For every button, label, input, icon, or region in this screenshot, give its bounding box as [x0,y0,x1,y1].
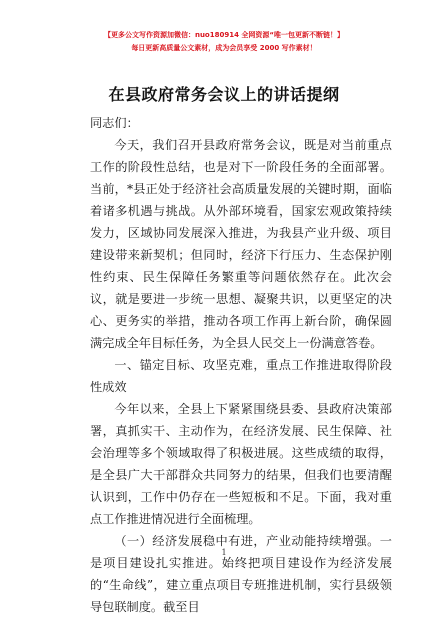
document-body [90,112,392,618]
section-heading: 一、锚定目标、攻坚克难，重点工作推进取得阶段性成效 [90,358,392,394]
greeting: 同志们： [90,116,139,130]
promo-banner-line-1: 【更多公文写作资源加微信：nuo180914 全网资源“唯一包更新不断链！】 [103,31,345,39]
intro-paragraph: 今天，我们召开县政府常务会议，既是对当前重点工作的阶段性总结，也是对下一阶段任务的全面部署。当前，*县正处于经济社会高质量发展的关键时期，面临着诸多机遇与挑战。从外部环境看，国家宏观政策持续发力，区域协同发展深入推进，为我县产业升级、项目建设带来新契机；但同时，经济下行压力、生态保护刚性约束、民生保障任务繁重等问题依然存在。此次会议，就是要进一步统一思想、凝聚共识，以更坚定的决心、更务实的举措，推动各项工作再上新台阶，确保圆满完成全年目标任务，为全县人民交上一份满意答卷。 [90,138,392,350]
section-paragraph: 今年以来，全县上下紧紧围绕县委、县政府决策部署，真抓实干、主动作为，在经济发展、民生保障、社会治理等多个领域取得了积极进展。这些成绩的取得，是全县广大干部群众共同努力的结果，但我们也要清醒认识到，工作中仍存在一些短板和不足。下面，我对重点工作推进情况进行全面梳理。 [90,402,392,526]
page-number: 1 [221,548,227,557]
document-title: 在县政府常务会议上的讲话提纲 [108,85,340,104]
subsection-paragraph: （一）经济发展稳中有进，产业动能持续增强。一是项目建设扎实推进。始终把项目建设作为经济发展的“生命线”，建立重点项目专班推进机制，实行县级领导包联制度。截至目 [90,534,392,614]
promo-banner-line-2: 每日更新高质量公文素材，成为会员享受 2000 写作素材！ [131,44,317,52]
